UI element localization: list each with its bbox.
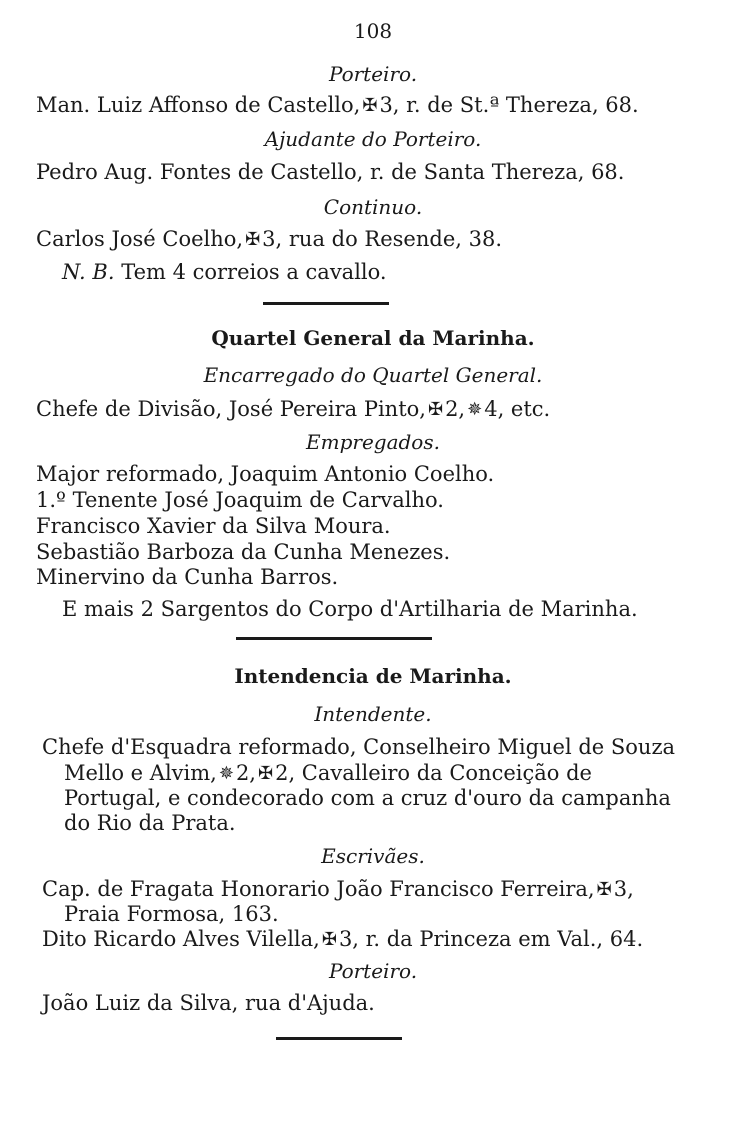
list-item: 1.º Tenente José Joaquim de Carvalho. (36, 488, 444, 512)
intendente-line-3: Portugal, e condecorado com a cruz d'ouro da campanha (64, 786, 671, 810)
order-cross-icon: ✠ (596, 879, 612, 900)
order-cross-icon: ✠ (362, 95, 378, 116)
order-cross-icon: ✠ (321, 929, 337, 950)
section-title-intendencia: Intendencia de Marinha. (234, 664, 512, 688)
intendente-line-4: do Rio da Prata. (64, 811, 236, 835)
nb-label: N. B. (62, 260, 115, 284)
intendente-line-1: Chefe d'Esquadra reformado, Conselheiro Miguel de Souza (42, 735, 676, 759)
continuo-address: 3, rua do Resende, 38. (262, 227, 502, 251)
heading-porteiro-2: Porteiro. (328, 959, 418, 983)
heading-encarregado: Encarregado do Quartel General. (203, 363, 543, 387)
porteiro-address: 3, r. de St.ª Thereza, 68. (379, 93, 639, 117)
sargentos-note: E mais 2 Sargentos do Corpo d'Artilharia de Marinha. (62, 597, 638, 621)
escrivao-1-line-2: Praia Formosa, 163. (64, 902, 279, 926)
chefe-name: Chefe de Divisão, José Pereira Pinto, (36, 397, 426, 421)
nb-text: Tem 4 correios a cavallo. (121, 260, 387, 284)
order-cross-icon: ✠ (257, 763, 274, 784)
escrivao-2-name: Dito Ricardo Alves Vilella, (42, 927, 320, 951)
heading-empregados: Empregados. (306, 430, 440, 454)
page-number: 108 (353, 19, 393, 43)
heading-intendente: Intendente. (314, 702, 432, 726)
intendente-name-end: Mello e Alvim, (64, 761, 217, 785)
heading-continuo: Continuo. (323, 195, 423, 219)
heading-escrivaes: Escrivães. (321, 844, 425, 868)
section-title-quartel: Quartel General da Marinha. (211, 326, 535, 350)
porteiro-name: Man. Luiz Affonso de Castello, (36, 93, 361, 117)
intendente-order-2: 2, Cavalleiro da Conceição de (275, 761, 592, 785)
escrivao-1-name: Cap. de Fragata Honorario João Francisco Ferreira, (42, 877, 595, 901)
heading-porteiro: Porteiro. (328, 62, 418, 86)
escrivao-2-address: 3, r. da Princeza em Val., 64. (338, 927, 644, 951)
continuo-name: Carlos José Coelho, (36, 227, 244, 251)
list-item: Minervino da Cunha Barros. (36, 565, 339, 589)
chefe-order-1: 2, (445, 397, 466, 421)
chefe-divisao-entry (36, 396, 550, 423)
porteiro-2-entry: João Luiz da Silva, rua d'Ajuda. (42, 991, 375, 1015)
continuo-entry (36, 226, 502, 253)
escrivao-2-entry (42, 926, 643, 953)
porteiro-entry (36, 92, 639, 119)
order-star-icon: ✵ (218, 763, 234, 784)
intendente-line-2 (64, 760, 592, 787)
list-item: Major reformado, Joaquim Antonio Coelho. (36, 462, 495, 486)
escrivao-1-line-1 (42, 876, 634, 903)
intendente-order-1: 2, (235, 761, 256, 785)
order-cross-icon: ✠ (245, 229, 261, 250)
list-item: Francisco Xavier da Silva Moura. (36, 514, 391, 538)
order-cross-icon: ✠ (427, 399, 444, 420)
divider (236, 637, 432, 640)
divider (263, 302, 389, 305)
list-item: Sebastião Barboza da Cunha Menezes. (36, 540, 451, 564)
escrivao-1-order: 3, (613, 877, 634, 901)
divider (276, 1037, 402, 1040)
ajudante-entry: Pedro Aug. Fontes de Castello, r. de Santa Thereza, 68. (36, 160, 625, 184)
nota-bene (62, 259, 387, 285)
order-star-icon: ✵ (467, 399, 483, 420)
heading-ajudante: Ajudante do Porteiro. (264, 127, 482, 151)
chefe-order-2: 4, etc. (484, 397, 551, 421)
